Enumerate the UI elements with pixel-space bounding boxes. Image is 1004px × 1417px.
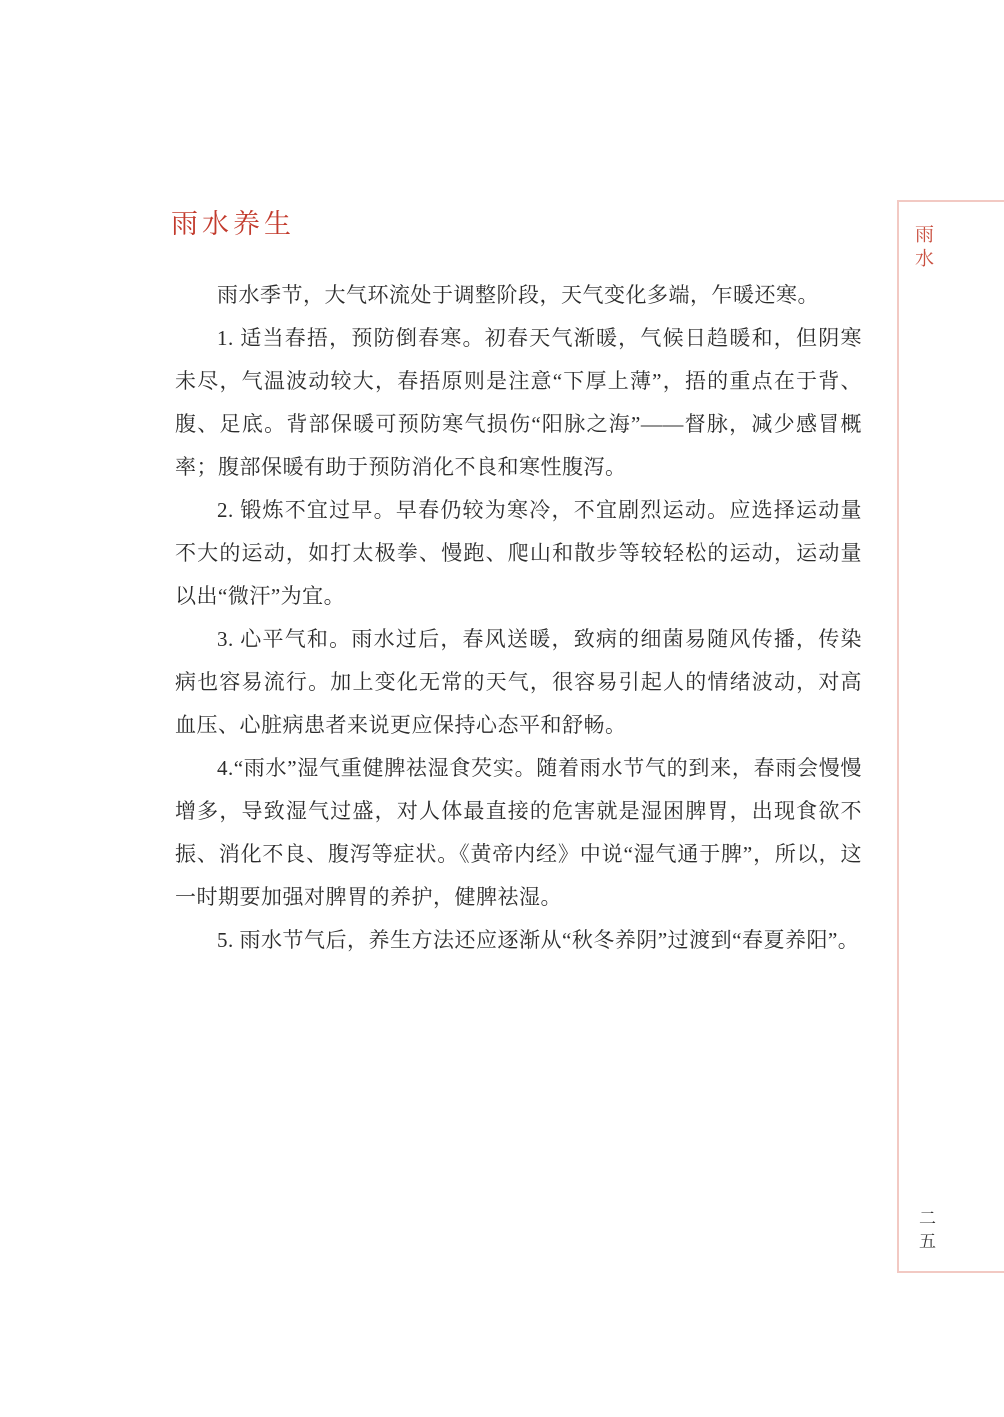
paragraph-item-1: 1. 适当春捂，预防倒春寒。初春天气渐暖，气候日趋暖和，但阴寒未尽，气温波动较大，春捂原则是注意“下厚上薄”，捂的重点在于背、腹、足底。背部保暖可预防寒气损伤“阳脉之海”——督脉，减少感冒概率；腹部保暖有助于预防消化不良和寒性腹泻。	[175, 326, 862, 480]
paragraph-item-2: 2. 锻炼不宜过早。早春仍较为寒冷，不宜剧烈运动。应选择运动量不大的运动，如打太极拳、慢跑、爬山和散步等较轻松的运动，运动量以出“微汗”为宜。	[175, 498, 862, 609]
paragraph-item-3: 3. 心平气和。雨水过后，春风送暖，致病的细菌易随风传播，传染病也容易流行。加上变化无常的天气，很容易引起人的情绪波动，对高血压、心脏病患者来说更应保持心态平和舒畅。	[175, 627, 862, 738]
paragraph-item-4: 4.“雨水”湿气重健脾祛湿食芡实。随着雨水节气的到来，春雨会慢慢增多，导致湿气过盛，对人体最直接的危害就是湿困脾胃，出现食欲不振、消化不良、腹泻等症状。《黄帝内经》中说“湿气通于脾”，所以，这一时期要加强对脾胃的养护，健脾祛湿。	[175, 756, 862, 910]
main-content	[171, 208, 862, 962]
body-text	[175, 274, 862, 962]
margin-sidebar-frame	[897, 200, 1004, 1273]
page-number: 二五	[916, 1209, 935, 1255]
paragraph-intro: 雨水季节，大气环流处于调整阶段，天气变化多端，乍暖还寒。	[217, 283, 819, 308]
paragraph-item-5: 5. 雨水节气后，养生方法还应逐渐从“秋冬养阴”过渡到“春夏养阳”。	[217, 928, 860, 953]
margin-chapter-label: 雨水	[912, 224, 933, 272]
page-title: 雨水养生	[171, 209, 295, 239]
